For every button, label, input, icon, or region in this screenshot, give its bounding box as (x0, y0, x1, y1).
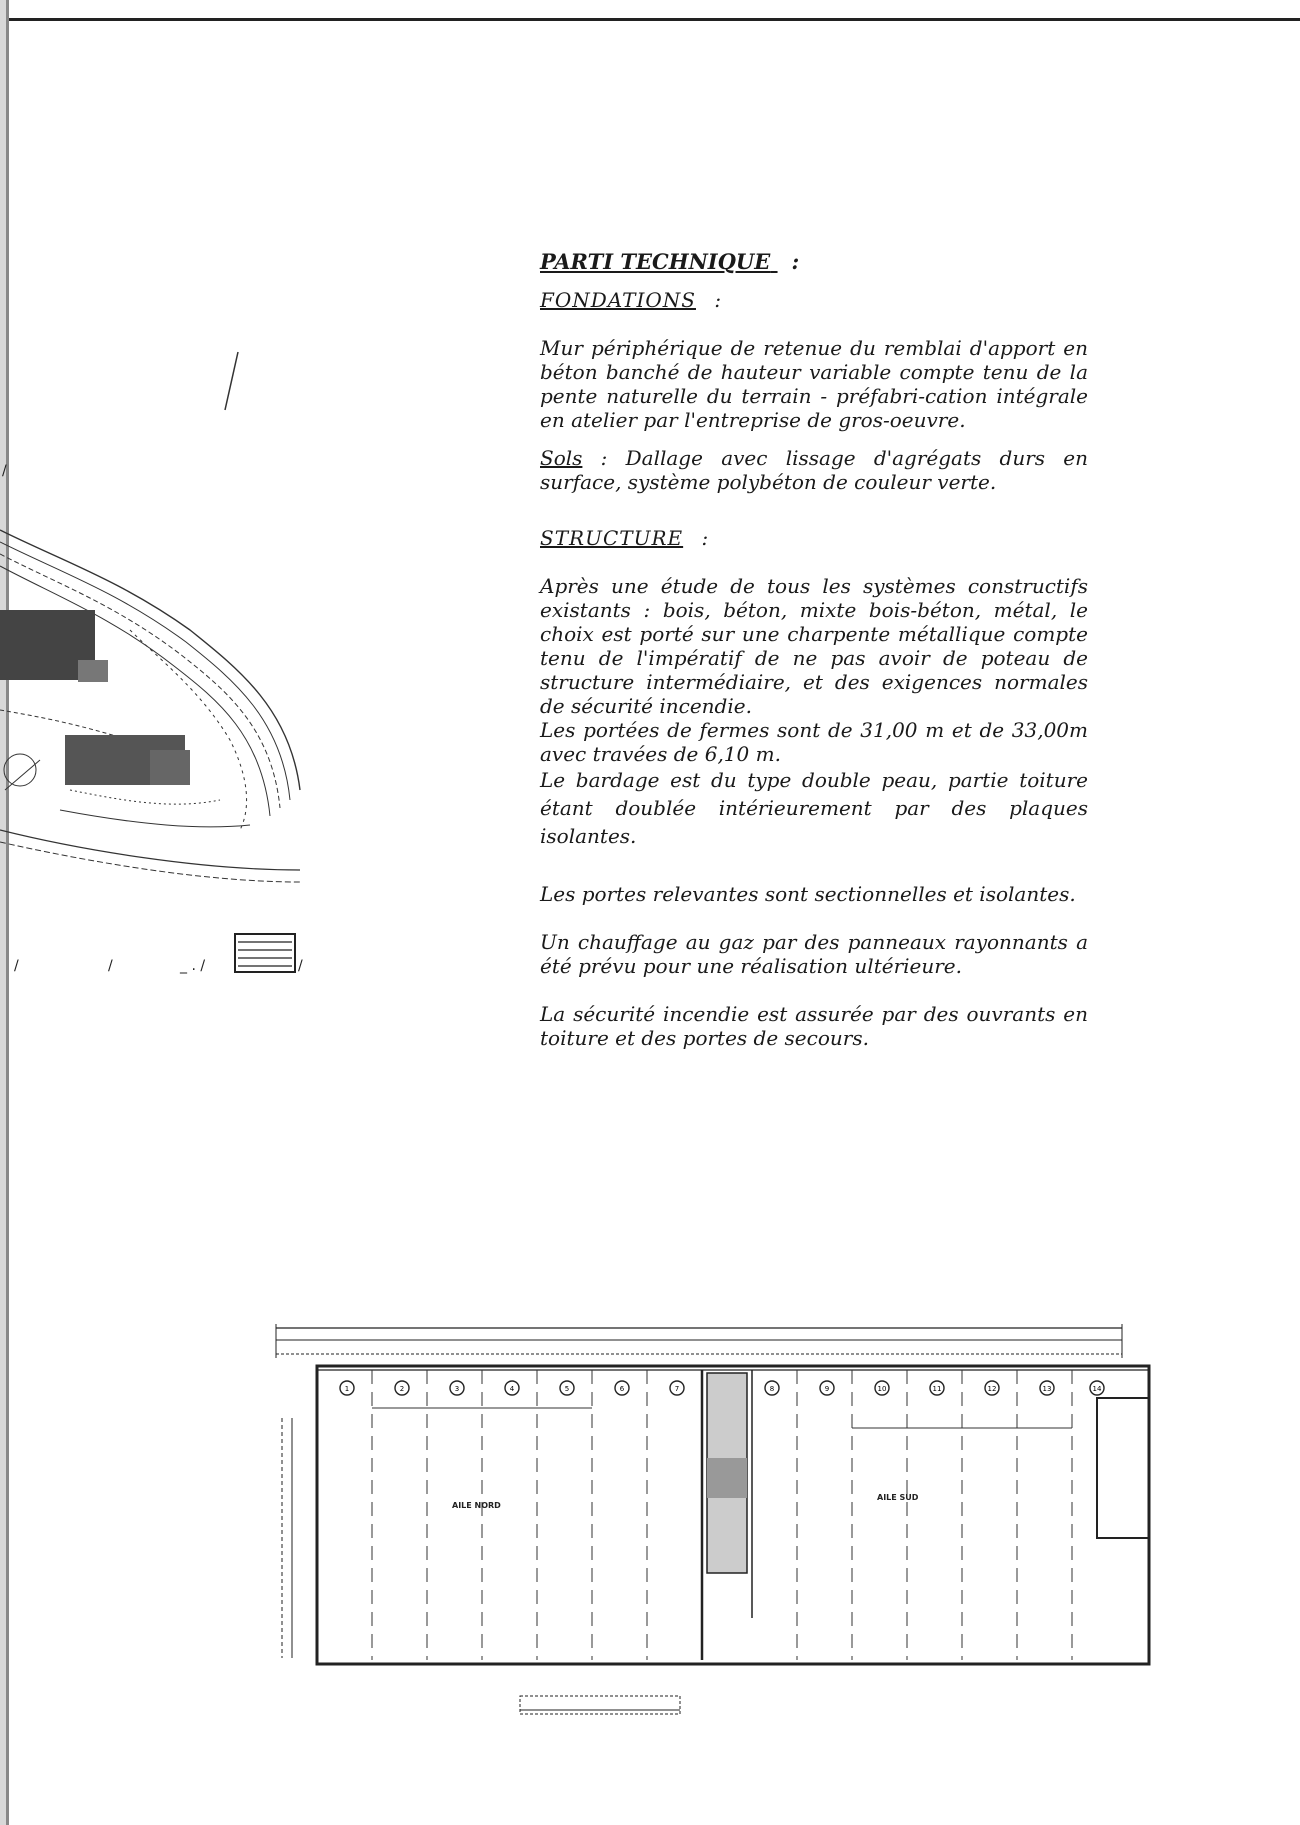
svg-text:/: / (14, 958, 19, 974)
svg-text:/: / (108, 958, 113, 974)
bay-number: 1 (344, 1385, 350, 1393)
page-top-edge (0, 18, 1300, 21)
structure-paragraph-1: Après une étude de tous les systèmes constructifs existants : bois, béton, mixte bois-béton, métal, le choix est porté sur une charpente métallique compte tenu de l'impératif de ne pas avoir de poteau de structure intermédiaire, et des exigences normales de sécurité incendie. (540, 574, 1088, 718)
fondations-colon: : (714, 288, 722, 312)
bay-number: 2 (399, 1385, 405, 1393)
site-plan-drawing (0, 330, 420, 990)
fondations-title: FONDATIONS (540, 288, 696, 312)
svg-text:/: / (298, 958, 303, 974)
bay-number: 5 (564, 1385, 570, 1393)
bay-number: 12 (987, 1385, 997, 1393)
sols-paragraph (540, 446, 1088, 494)
fondations-heading (540, 288, 1088, 312)
bay-number: 3 (454, 1385, 460, 1393)
structure-colon: : (701, 526, 709, 550)
aile-nord-label: AILE NORD (452, 1501, 501, 1510)
structure-heading (540, 526, 1088, 550)
structure-paragraph-5: Un chauffage au gaz par des panneaux rayonnants a été prévu pour une réalisation ultérieure. (540, 930, 1088, 978)
bay-number: 11 (932, 1385, 942, 1393)
bay-number: 9 (824, 1385, 830, 1393)
page-title (540, 250, 1088, 274)
fondations-paragraph: Mur périphérique de retenue du remblai d'apport en béton banché de hauteur variable compte tenu de la pente naturelle du terrain - préfabri-cation intégrale en atelier par l'entreprise de gros-oeuvre. (540, 336, 1088, 432)
sols-label: Sols (540, 446, 583, 470)
bay-number: 4 (509, 1385, 515, 1393)
page-title-colon: : (791, 249, 800, 274)
svg-text:/: / (2, 463, 7, 479)
sols-text: : Dallage avec lissage d'agrégats durs en surface, système polybéton de couleur verte. (540, 446, 1088, 494)
structure-paragraph-6: La sécurité incendie est assurée par des ouvrants en toiture et des portes de secours. (540, 1002, 1088, 1050)
bay-number: 10 (877, 1385, 887, 1393)
svg-text:_ . /: _ . / (180, 958, 206, 974)
bay-number: 6 (619, 1385, 625, 1393)
bay-number: 14 (1092, 1385, 1102, 1393)
aile-sud-label: AILE SUD (877, 1493, 919, 1502)
structure-paragraph-2: Les portées de fermes sont de 31,00 m et de 33,00m avec travées de 6,10 m. (540, 718, 1088, 766)
bay-number: 13 (1042, 1385, 1052, 1393)
bay-number: 7 (674, 1385, 680, 1393)
structure-paragraph-4: Les portes relevantes sont sectionnelles et isolantes. (540, 882, 1076, 906)
floor-plan-drawing (262, 1318, 1262, 1718)
page-title-text: PARTI TECHNIQUE (540, 249, 771, 274)
structure-paragraph-3: Le bardage est du type double peau, partie toiture étant doublée intérieurement par des plaques isolantes. (540, 768, 1088, 848)
structure-title: STRUCTURE (540, 526, 684, 550)
technical-text (540, 250, 1088, 1050)
bay-number: 8 (769, 1385, 775, 1393)
